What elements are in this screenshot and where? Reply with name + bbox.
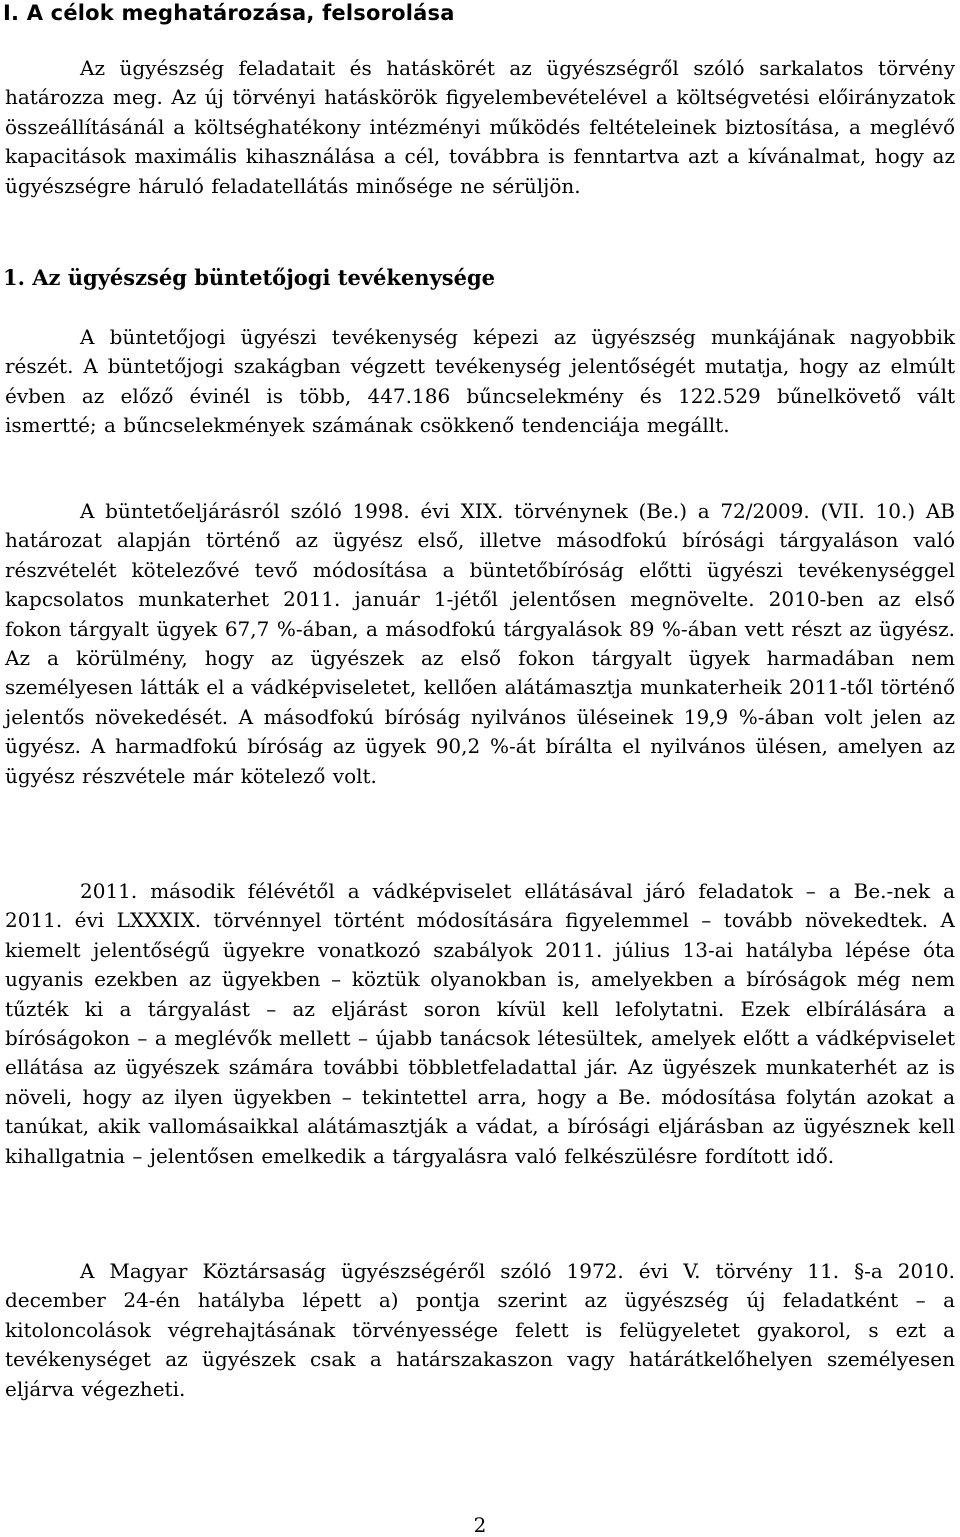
paragraph-criminal-activity: A büntetőjogi ügyészi tevékenység képezi az ügyészség munkájának nagyobbik részét. A büntetőjogi szakágban végzett tevékenység jelentőségét mutatja, hogy az elmúlt évben az előző évinél is több, 447.186 bűncselekmény és 122.529 bűnelkövető vált ismertté; a bűncselekmények számának csökkenő tendenciája megállt. bbox=[5, 325, 955, 438]
section-title: I. A célok meghatározása, felsorolása bbox=[3, 1, 455, 25]
page-number: 2 bbox=[473, 1513, 487, 1537]
paragraph-criminal-procedure: A büntetőeljárásról szóló 1998. évi XIX. törvénynek (Be.) a 72/2009. (VII. 10.) AB határozat alapján történő az ügyész első, illetve másodfokú bírósági tárgyaláson való részvételét kötelezővé tevő módosítása a büntetőbíróság előtti ügyészi tevékenységgel kapcsolatos munkaterhet 2011. január 1-jétől jelentősen megnövelte. 2010-ben az első fokon tárgyalt ügyek 67,7 %-ában, a másodfokú tárgyalások 89 %-ában vett részt az ügyész. Az a körülmény, hogy az ügyészek az első fokon tárgyalt ügyek harmadában nem személyesen látták el a vádképviseletet, kellően alátámasztja munkaterheik 2011-től történő jelentős növekedését. A másodfokú bíróság nyilvános üléseinek 19,9 %-ában volt jelen az ügyész. A harmadfokú bíróság az ügyek 90,2 %-át bírálta el nyilvános ülésen, amelyen az ügyész részvétele már kötelező volt. bbox=[5, 499, 955, 788]
subsection-title: 1. Az ügyészség büntetőjogi tevékenysége bbox=[3, 265, 496, 290]
paragraph-second-half-2011: 2011. második félévétől a vádképviselet ellátásával járó feladatok – a Be.-nek a 2011. évi LXXXIX. törvénnyel történt módosítására figyelemmel – tovább növekedtek. A kiemelt jelentőségű ügyekre vonatkozó szabályok 2011. július 13-ai hatályba lépése óta ugyanis ezekben az ügyekben – köztük olyanokban is, amelyekben a bíróságok még nem tűzték ki a tárgyalást – az eljárást soron kívül kell lefolytatni. Ezek elbírálására a bíróságokon – a meglévők mellett – újabb tanácsok létesültek, amelyek előtt a vádképviselet ellátása az ügyészek számára további többletfeladattal jár. Az ügyészek munkaterhét az is növeli, hogy az ilyen ügyekben – tekintettel arra, hogy a Be. módosítása folytán azokat a tanúkat, akik vallomásaikkal alátámasztják a vádat, a bírósági eljárásban az ügyésznek kell kihallgatnia – jelentősen emelkedik a tárgyalásra való felkészülésre fordított idő. bbox=[5, 879, 955, 1168]
paragraph-intro: Az ügyészség feladatait és hatáskörét az ügyészségről szóló sarkalatos törvény határozza meg. Az új törvényi hatáskörök figyelembevételével a költségvetési előirányzatok összeállításánál a költséghatékony intézményi működés feltételeinek biztosítása, a meglévő kapacitások maximális kihasználása a cél, továbbra is fenntartva azt a kívánalmat, hogy az ügyészségre háruló feladatellátás minősége ne sérüljön. bbox=[5, 56, 955, 198]
paragraph-prosecution-law: A Magyar Köztársaság ügyészségéről szóló 1972. évi V. törvény 11. §-a 2010. december 24-én hatályba lépett a) pontja szerint az ügyészség új feladatként – a kitoloncolások végrehajtásának törvényessége felett is felügyeletet gyakorol, s ezt a tevékenységet az ügyészek csak a határszakaszon vagy határátkelőhelyen személyesen eljárva végezheti. bbox=[5, 1259, 955, 1401]
